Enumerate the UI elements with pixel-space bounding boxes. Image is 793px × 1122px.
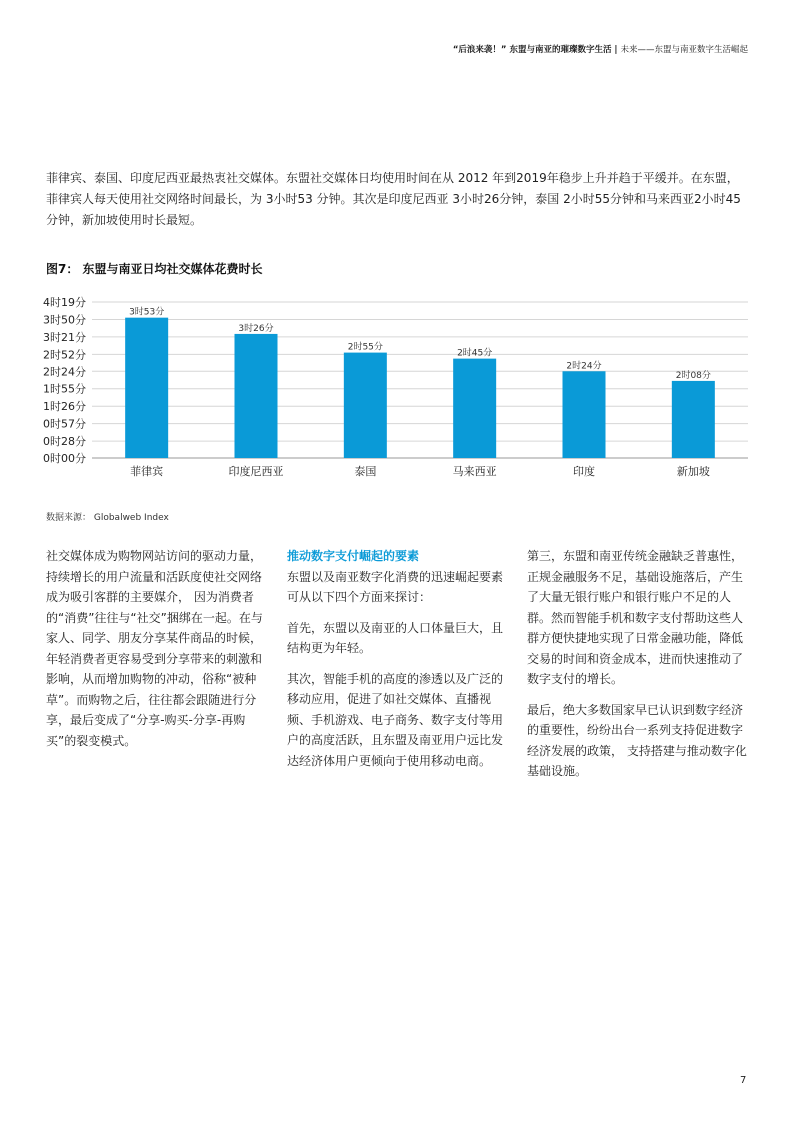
column-2-paragraph-1: 东盟以及南亚数字化消费的迅速崛起要素可从以下四个方面来探讨： — [287, 569, 504, 604]
data-label: 3时53分 — [129, 307, 165, 318]
column-1-paragraph-1: 社交媒体成为购物网站访问的驱动力量，持续增长的用户流量和活跃度使社交网络成为吸引客群的主要媒介， 因为消费者的“消费”往往与“社交”捆绑在一起。在与家人、同学、朋友分享某件商品的时候，年轻消费者更容易受到分享带来的刺激和影响，从而增加购物的冲动，俗称“被种草”。而购物之后，往往都会跟随进行分享，最后变成了“分享-购买-分享-再购买”的裂变模式。 — [46, 549, 263, 748]
y-tick-label: 1时55分 — [43, 382, 86, 396]
data-label: 3时26分 — [238, 323, 274, 334]
bar — [125, 318, 168, 458]
column-1 — [46, 546, 266, 761]
y-tick-label: 0时28分 — [43, 435, 86, 449]
header-title: “后浪来袭！” 东盟与南亚的璀璨数字生活 — [452, 45, 612, 55]
y-tick-label: 3时50分 — [43, 313, 86, 327]
header-subtitle: 未来——东盟与南亚数字生活崛起 — [620, 45, 748, 55]
y-tick-label: 2时52分 — [43, 348, 86, 362]
data-label: 2时08分 — [675, 370, 711, 381]
bar — [563, 371, 606, 458]
data-label: 2时45分 — [457, 348, 493, 359]
header-separator: | — [611, 45, 621, 55]
column-3-paragraph-2: 最后，绝大多数国家早已认识到数字经济的重要性，纷纷出台一系列支持促进数字经济发展的政策， 支持搭建与推动数字化基础设施。 — [527, 702, 747, 778]
y-tick-label: 1时26分 — [43, 400, 86, 414]
column-3-paragraph-1: 第三，东盟和南亚传统金融缺乏普惠性，正规金融服务不足，基础设施落后，产生了大量无银行账户和银行账户不足的人群。然而智能手机和数字支付帮助这些人群方便快捷地实现了日常金融功能，降低交易的时间和资金成本，进而快速推动了数字支付的增长。 — [527, 549, 744, 686]
data-label: 2时24分 — [566, 361, 602, 372]
column-2 — [287, 546, 503, 781]
x-tick-label: 马来西亚 — [452, 465, 497, 478]
bar — [235, 334, 278, 458]
bar — [672, 381, 715, 458]
x-tick-label: 印度 — [573, 465, 595, 478]
column-2-paragraph-3: 其次，智能手机的高度的渗透以及广泛的移动应用，促进了如社交媒体、直播视频、手机游戏、电子商务、数字支付等用户的高度活跃，且东盟及南亚用户远比发达经济体用户更倾向于使用移动电商。 — [287, 671, 504, 768]
intro-paragraph: 菲律宾、泰国、印度尼西亚最热衷社交媒体。东盟社交媒体日均使用时间在从 2012 年到2019年稳步上升并趋于平缓并。在东盟，菲律宾人每天使用社交网络时间最长，为 3小时53 分钟。其次是印度尼西亚 3小时26分钟，泰国 2小时55分钟和马来西亚2小时45分钟，新加坡使用时长最短。 — [46, 171, 741, 227]
data-label: 2时55分 — [347, 342, 383, 353]
y-tick-label: 2时24分 — [43, 365, 86, 379]
bar-chart — [40, 290, 755, 490]
column-3 — [527, 546, 749, 792]
y-tick-label: 0时00分 — [43, 452, 86, 465]
figure-title: 图7： 东盟与南亚日均社交媒体花费时长 — [46, 262, 263, 276]
x-tick-label: 泰国 — [354, 465, 377, 478]
page-number: 7 — [740, 1075, 747, 1086]
x-tick-label: 菲律宾 — [130, 465, 164, 478]
y-tick-label: 3时21分 — [43, 330, 86, 344]
bar — [453, 359, 496, 458]
bar — [344, 353, 387, 458]
column-2-heading: 推动数字支付崛起的要素 — [287, 549, 420, 563]
x-tick-label: 印度尼西亚 — [228, 465, 284, 478]
figure-source: 数据来源： Globalweb Index — [46, 513, 169, 523]
y-tick-label: 4时19分 — [43, 296, 86, 309]
y-tick-label: 0时57分 — [43, 417, 86, 431]
column-2-paragraph-2: 首先，东盟以及南亚的人口体量巨大，且结构更为年轻。 — [287, 620, 504, 655]
x-tick-label: 新加坡 — [676, 465, 710, 478]
running-header — [453, 43, 748, 55]
